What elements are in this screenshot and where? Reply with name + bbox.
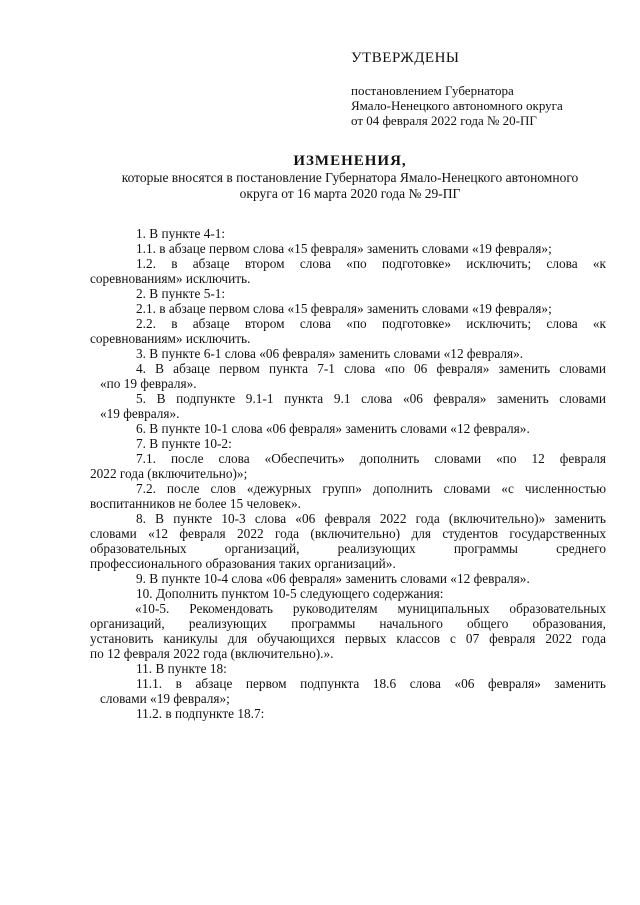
paragraph-line: 7.1. после слова «Обеспечить» дополнить словами «по 12 февраля — [136, 451, 606, 466]
approved-line-3: от 04 февраля 2022 года № 20-ПГ — [351, 113, 537, 128]
paragraph-line: образовательных организаций, реализующих программы среднего — [90, 541, 606, 556]
paragraph-line: 1. В пункте 4-1: — [136, 226, 226, 241]
paragraph-line: 7. В пункте 10-2: — [136, 436, 232, 451]
paragraph-line: 3. В пункте 6-1 слова «06 февраля» заменить словами «12 февраля». — [136, 346, 524, 361]
paragraph-line: 2. В пункте 5-1: — [136, 286, 226, 301]
paragraph-line: 8. В пункте 10-3 слова «06 февраля 2022 года (включительно)» заменить — [136, 511, 606, 526]
paragraph-line: соревнованиям» исключить. — [90, 271, 251, 286]
approved-title: УТВЕРЖДЕНЫ — [351, 50, 460, 66]
approval-stamp-block — [351, 50, 631, 128]
changes-subtitle-line-1: которые вносятся в постановление Губернатора Ямало-Ненецкого автономного — [121, 170, 579, 185]
paragraph-line: словами «12 февраля 2022 года (включительно) для студентов государственных — [90, 526, 606, 541]
paragraph-line: воспитанников не более 15 человек». — [90, 496, 301, 511]
paragraph-line: 2022 года (включительно)»; — [90, 466, 248, 481]
paragraph-line: 1.1. в абзаце первом слова «15 февраля» заменить словами «19 февраля»; — [136, 241, 552, 256]
paragraph-line: 10. Дополнить пунктом 10-5 следующего содержания: — [136, 586, 444, 601]
document-body — [90, 226, 606, 721]
paragraph-line: 7.2. после слов «дежурных групп» дополнить словами «с численностью — [136, 481, 606, 496]
paragraph-line: 9. В пункте 10-4 слова «06 февраля» заменить словами «12 февраля». — [136, 571, 530, 586]
changes-title: ИЗМЕНЕНИЯ, — [293, 153, 407, 169]
paragraph-line: организаций, реализующих программы начального общего образования, — [90, 616, 606, 631]
approved-line-2: Ямало-Ненецкого автономного округа — [351, 98, 563, 113]
paragraph-line: по 12 февраля 2022 года (включительно).». — [90, 646, 334, 661]
paragraph-line: 4. В абзаце первом пункта 7-1 слова «по 06 февраля» заменить словами — [136, 361, 606, 376]
paragraph-line: 11.2. в подпункте 18.7: — [136, 706, 265, 721]
paragraph-line: «10-5. Рекомендовать руководителям муниципальных образовательных — [135, 601, 606, 616]
paragraph-line: 5. В подпункте 9.1-1 пункта 9.1 слова «06 февраля» заменить словами — [136, 391, 606, 406]
paragraph-line: 11. В пункте 18: — [136, 661, 227, 676]
paragraph-line: 6. В пункте 10-1 слова «06 февраля» заменить словами «12 февраля». — [136, 421, 530, 436]
paragraph-line: профессионального образования таких организаций». — [90, 556, 396, 571]
paragraph-line: «19 февраля». — [100, 406, 180, 421]
changes-header — [90, 153, 610, 201]
paragraph-line: «по 19 февраля». — [100, 376, 197, 391]
paragraph-line: словами «19 февраля»; — [100, 691, 230, 706]
paragraph-line: установить каникулы для обучающихся первых классов с 07 февраля 2022 года — [90, 631, 606, 646]
changes-subtitle-line-2: округа от 16 марта 2020 года № 29-ПГ — [239, 185, 461, 201]
paragraph-line: 2.1. в абзаце первом слова «15 февраля» заменить словами «19 февраля»; — [136, 301, 552, 316]
paragraph-line: соревнованиям» исключить. — [90, 331, 251, 346]
paragraph-line: 2.2. в абзаце втором слова «по подготовке» исключить; слова «к — [136, 316, 606, 331]
approved-line-1: постановлением Губернатора — [351, 83, 514, 98]
paragraph-line: 11.1. в абзаце первом подпункта 18.6 слова «06 февраля» заменить — [136, 676, 606, 691]
paragraph-line: 1.2. в абзаце втором слова «по подготовке» исключить; слова «к — [136, 256, 606, 271]
